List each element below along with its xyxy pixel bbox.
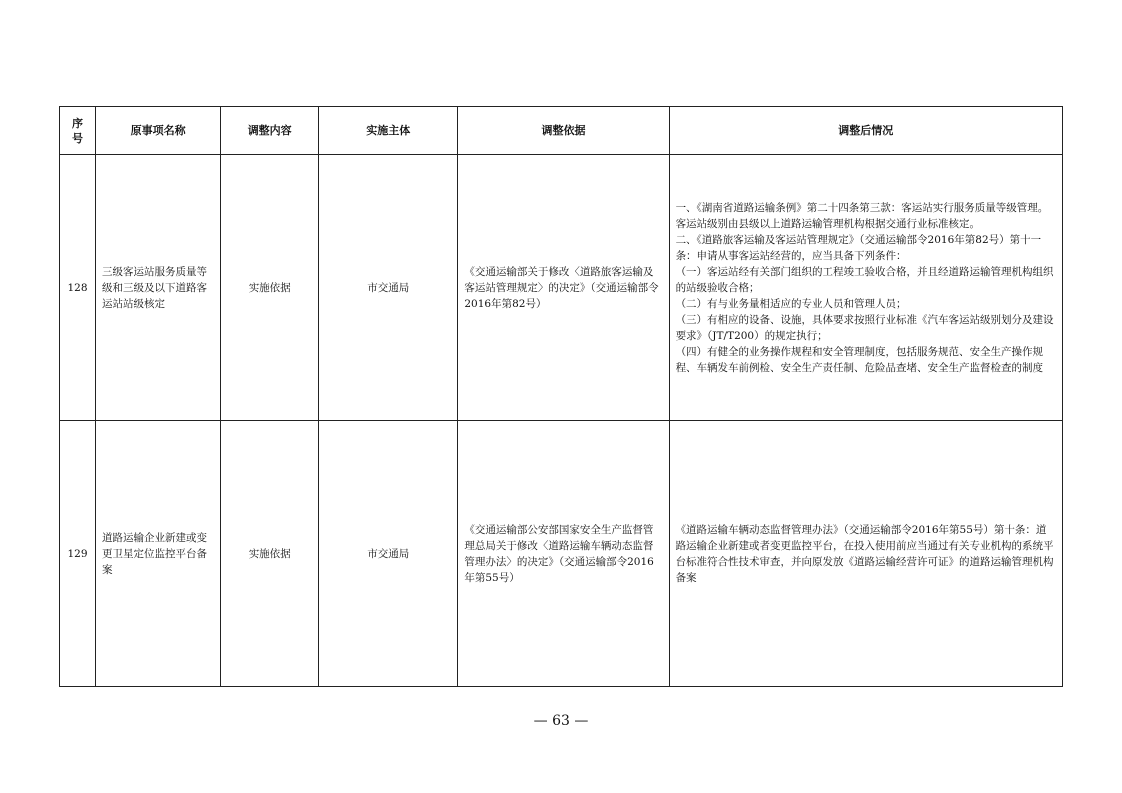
table-header-row — [60, 107, 1063, 155]
after-paragraph: （二）有与业务量相适应的专业人员和管理人员； — [675, 297, 907, 310]
header-content: 调整内容 — [221, 107, 319, 155]
row-adjust-content: 实施依据 — [221, 421, 319, 687]
header-seq-line2: 号 — [72, 131, 84, 145]
header-seq — [60, 107, 96, 155]
after-paragraph: 一、《湖南省道路运输条例》第二十四条第三款：客运站实行服务质量等级管理。客运站级别由县级以上道路运输管理机构根据交通行业标准核定。 — [675, 201, 1049, 230]
table-row — [60, 155, 1063, 421]
row-after-situation — [669, 155, 1062, 421]
row-basis: 《交通运输部关于修改〈道路旅客运输及客运站管理规定〉的决定》（交通运输部令2016年第82号） — [458, 155, 669, 421]
row-subject: 市交通局 — [319, 421, 458, 687]
after-paragraph: （四）有健全的业务操作规程和安全管理制度，包括服务规范、安全生产操作规程、车辆发车前例检、安全生产责任制、危险品查堵、安全生产监督检查的制度 — [675, 345, 1044, 374]
table-row — [60, 421, 1063, 687]
header-seq-line1: 序 — [72, 116, 84, 130]
row-subject: 市交通局 — [319, 155, 458, 421]
row-basis: 《交通运输部公安部国家安全生产监督管理总局关于修改〈道路运输车辆动态监督管理办法〉的决定》（交通运输部令2016年第55号） — [458, 421, 669, 687]
after-paragraph: 《道路运输车辆动态监督管理办法》（交通运输部令2016年第55号）第十条：道路运输企业新建或者变更监控平台，在投入使用前应当通过有关专业机构的系统平台标准符合性技术审查，并向原发放《道路运输经营许可证》的道路运输管理机构备案 — [675, 523, 1054, 584]
row-item-name: 三级客运站服务质量等级和三级及以下道路客运站站级核定 — [96, 155, 221, 421]
after-paragraph: （一）客运站经有关部门组织的工程竣工验收合格，并且经道路运输管理机构组织的站级验收合格； — [675, 265, 1054, 294]
row-seq: 129 — [60, 421, 96, 687]
header-name: 原事项名称 — [96, 107, 221, 155]
header-basis: 调整依据 — [458, 107, 669, 155]
row-after-situation — [669, 421, 1062, 687]
header-subject: 实施主体 — [319, 107, 458, 155]
after-paragraph: （三）有相应的设备、设施，具体要求按照行业标准《汽车客运站级别划分及建设要求》（JT/T200）的规定执行； — [675, 313, 1054, 342]
row-seq: 128 — [60, 155, 96, 421]
row-item-name: 道路运输企业新建或变更卫星定位监控平台备案 — [96, 421, 221, 687]
after-paragraph: 二、《道路旅客运输及客运站管理规定》（交通运输部令2016年第82号）第十一条：申请从事客运站经营的，应当具备下列条件： — [675, 233, 1042, 262]
header-after: 调整后情况 — [669, 107, 1062, 155]
row-adjust-content: 实施依据 — [221, 155, 319, 421]
page-number: — 63 — — [533, 713, 589, 729]
adjustment-table — [59, 106, 1063, 687]
